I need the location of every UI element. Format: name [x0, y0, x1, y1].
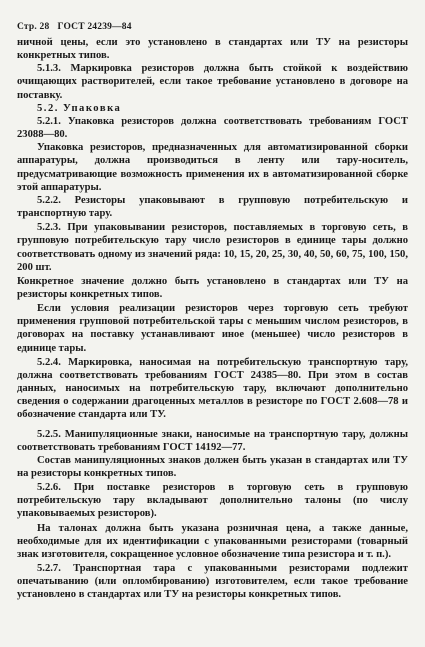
page-number: Стр. 28 [17, 22, 50, 32]
paragraph: Конкретное значение должно быть установлено в стандартах или ТУ на резисторы конкретных типов. [17, 275, 408, 300]
paragraph: 5.2.1. Упаковка резисторов должна соответствовать требованиям ГОСТ 23088—80. [17, 115, 408, 141]
standard-designation: ГОСТ 24239—84 [57, 22, 132, 32]
paragraph: 5.2.3. При упаковывании резисторов, поставляемых в торговую сеть, в групповую потребительскую тару число резисторов в единице тары должно соответствовать одному из значений ряда: 10, 15, 20, 25, 30, 40, 50, 60, 75, 100, 150, 200 шт. [17, 222, 408, 273]
section-heading: 5.2. Упаковка [37, 102, 122, 114]
paragraph: Если условия реализации резисторов через торговую сеть требуют применения групповой потребительской тары с меньшим числом резисторов, в договорах на поставку устанавливают иное (меньшее) число резисторов в единице тары. [17, 303, 408, 354]
paragraph: 5.2.6. При поставке резисторов в торговую сеть в групповую потребительскую тару вкладывают дополнительно талоны (по числу упаковываемых резисторов). [17, 482, 408, 520]
paragraph: ничной цены, если это установлено в стандартах или ТУ на резисторы конкретных типов. [17, 37, 408, 62]
document-body [17, 36, 408, 602]
paragraph: 5.2.5. Манипуляционные знаки, наносимые на транспортную тару, должны соответствовать требованиям ГОСТ 14192—77. [17, 428, 408, 453]
paragraph: 5.2.4. Маркировка, наносимая на потребительскую транспортную тару, должна соответствовать требованиям ГОСТ 24385—80. При этом в состав данных, наносимых на потребительскую тару, включают дополнительно сведения о содержании драгоценных металлов в резисторе по ГОСТ 2.608—78 и обозначение стандарта или ТУ. [17, 356, 408, 421]
paragraph: 5.2.7. Транспортная тара с упакованными резисторами подлежит опечатыванию (или опломбированию) изготовителем, если такое требование установлено в стандартах или ТУ на резисторы конкретных типов. [17, 563, 408, 601]
paragraph: Упаковка резисторов, предназначенных для автоматизированной сборки аппаратуры, должна производиться в ленту или тару-носитель, предусматривающие возможность применения их в автоматизированной сборке этой аппаратуры. [17, 142, 408, 193]
paragraph: Состав манипуляционных знаков должен быть указан в стандартах или ТУ на резисторы конкретных типов. [17, 454, 408, 479]
paragraph: 5.2.2. Резисторы упаковывают в групповую потребительскую и транспортную тару. [17, 194, 408, 220]
page-header [17, 22, 132, 32]
paragraph: 5.1.3. Маркировка резисторов должна быть стойкой к воздействию очищающих растворителей, если такое требование установлено в договоре на поставку. [17, 63, 408, 101]
paragraph: На талонах должна быть указана розничная цена, а также данные, необходимые для их идентификации с упакованными резисторами (товарный знак изготовителя, сокращенное условное обозначение типа резистора и т. п.). [17, 522, 408, 560]
